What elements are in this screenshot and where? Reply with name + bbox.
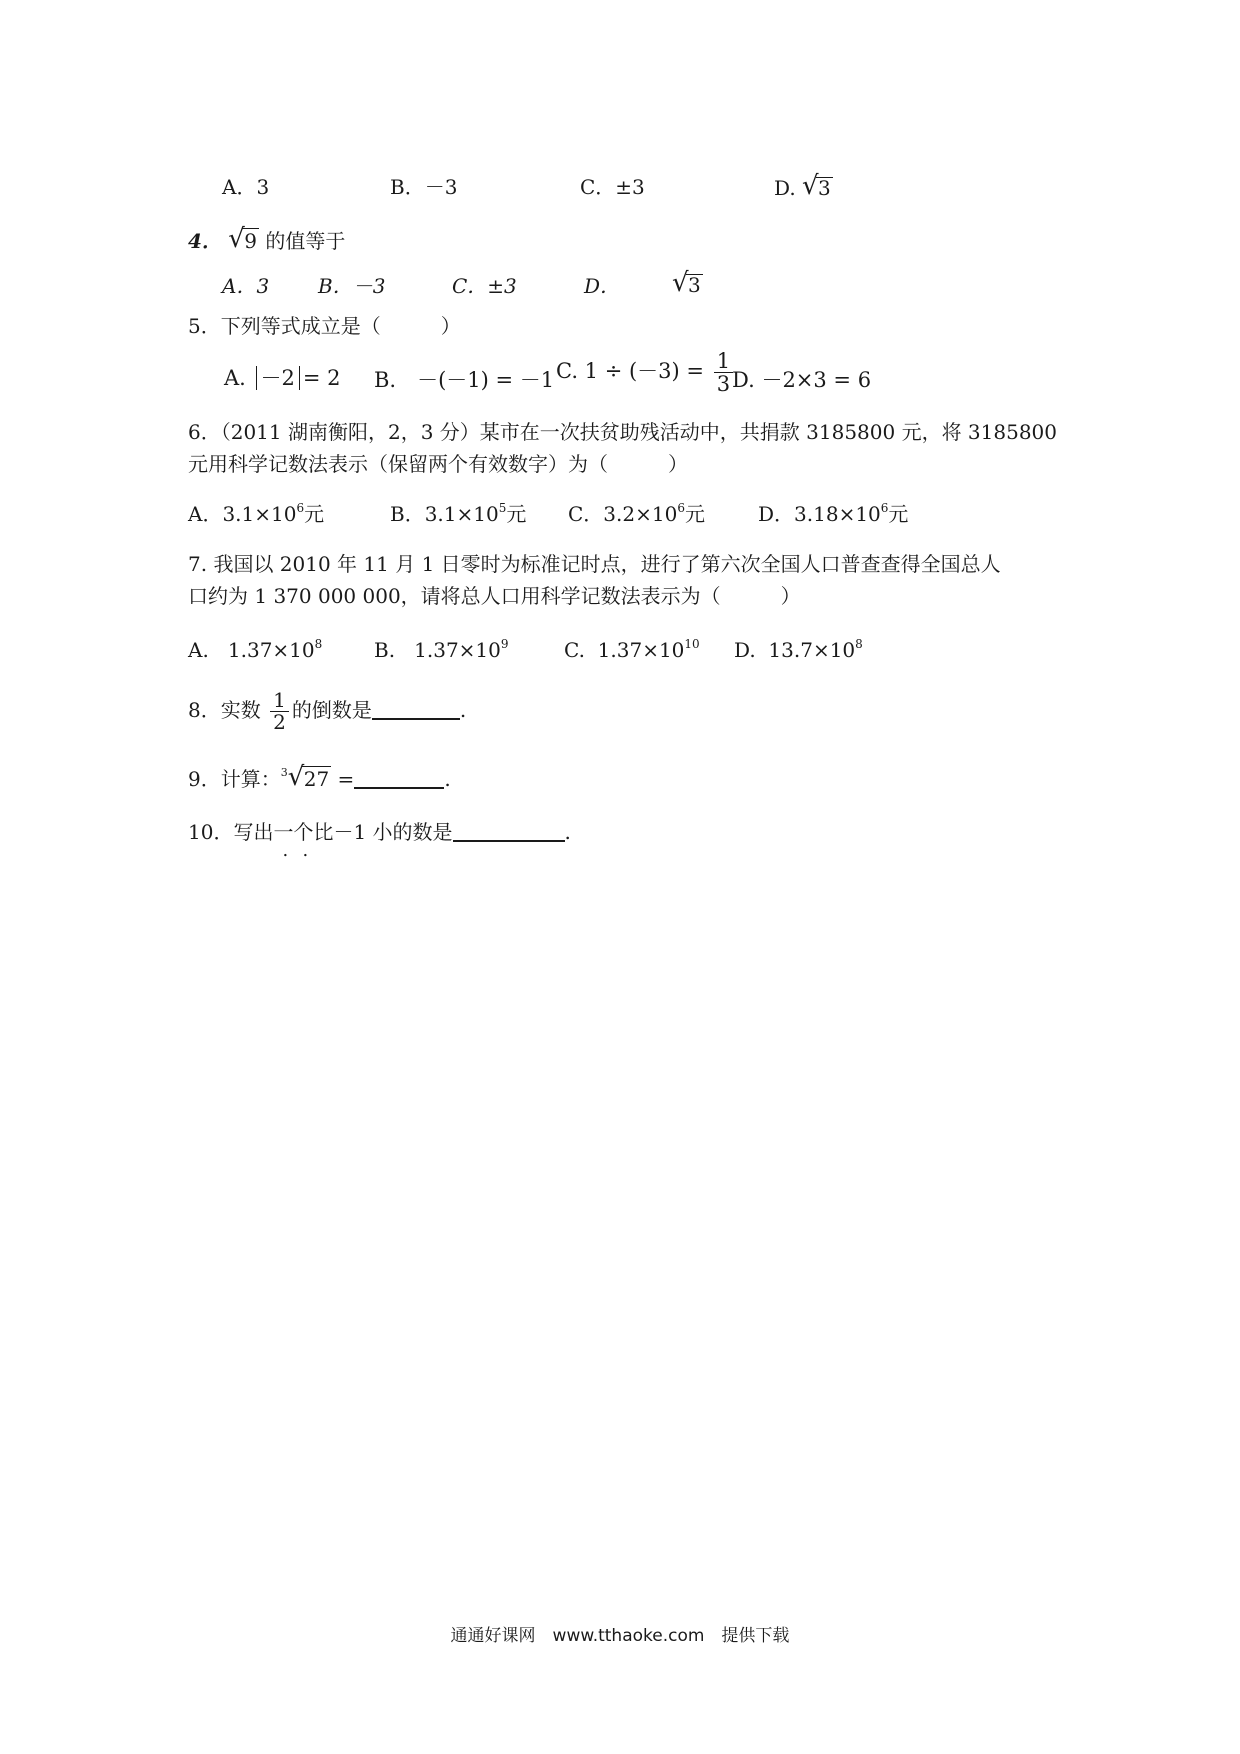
question-9: [188, 762, 451, 792]
q5-stem: [188, 314, 461, 338]
q8-fraction: [270, 690, 289, 733]
q3-option-a: A．3: [222, 175, 270, 199]
q9-equals: =: [337, 767, 355, 791]
q6-d-base: D．3.18×10: [758, 502, 881, 526]
q5-fraction: [714, 350, 733, 395]
q7-c-exponent: 10: [684, 637, 700, 651]
fraction-numerator: 1: [270, 690, 289, 712]
q9-number: 9．: [188, 767, 221, 791]
q4-text: 的值等于: [265, 229, 346, 253]
q7-option-d: [734, 637, 863, 662]
q6-option-c: [568, 501, 705, 526]
q5-option-c: [556, 350, 736, 395]
q10-emphasis-1: 一: [273, 820, 294, 844]
q8-number: 8．: [188, 698, 221, 722]
q7-b-base: 1.37×10: [414, 638, 501, 662]
q9-root-index: 3: [280, 766, 288, 779]
q10-pre-text: 写出: [233, 820, 274, 844]
q6-a-base: A．3.1×10: [188, 502, 297, 526]
q6-line-1: 6．（2011 湖南衡阳，2，3 分）某市在一次扶贫助残活动中，共捐款 3185800 元，将 3185800: [188, 420, 1058, 444]
q5-option-b: B. －(－1) = －1: [374, 368, 555, 392]
q6-a-exponent: 6: [296, 501, 305, 515]
sqrt-symbol: √ 9: [228, 224, 258, 254]
q6-c-base: C．3.2×10: [568, 502, 678, 526]
q6-b-exponent: 5: [498, 501, 507, 515]
q10-emphasis-2: 个: [293, 820, 314, 844]
q4-option-d-label: D．: [584, 274, 621, 298]
q3-option-b: B．－3: [390, 175, 458, 199]
q5-number: 5．: [188, 314, 221, 338]
q6-line-2: 元用科学记数法表示（保留两个有效数字）为（ ）: [188, 452, 688, 476]
q7-line-1: 7. 我国以 2010 年 11 月 1 日零时为标准记时点，进行了第六次全国人口普查查得全国总人: [188, 552, 1001, 576]
q7-option-a: [188, 637, 323, 662]
q4-number: 4．: [188, 229, 222, 253]
q10-post-text: 比－1 小的数是: [313, 820, 453, 844]
q6-option-d: [758, 501, 909, 526]
q6-b-unit: 元: [506, 502, 527, 526]
q5-option-a-rest: = 2: [302, 366, 341, 390]
q6-a-unit: 元: [304, 502, 325, 526]
question-8: [188, 690, 466, 733]
q9-period: .: [444, 767, 451, 791]
q7-c-base: 1.37×10: [597, 638, 685, 662]
q9-radicand: 27: [303, 767, 330, 791]
q8-period: .: [459, 698, 467, 722]
q3-option-d: [774, 171, 833, 201]
page-footer: 通通好课网 www.tthaoke.com 提供下载: [450, 1626, 790, 1646]
q6-d-exponent: 6: [880, 501, 889, 515]
q10-answer-blank[interactable]: [453, 820, 565, 842]
q4-option-c: C．±3: [452, 274, 517, 298]
q5-text: 下列等式成立是（ ）: [220, 314, 461, 338]
q4-option-b: B．－3: [318, 274, 386, 298]
sqrt-symbol: √ 3: [672, 268, 701, 298]
q7-b-exponent: 9: [500, 637, 509, 651]
q7-a-exponent: 8: [314, 637, 323, 651]
question-10: [188, 820, 571, 844]
fraction-denominator: 3: [716, 372, 731, 397]
q4-option-d: [672, 268, 703, 298]
q6-d-unit: 元: [888, 502, 909, 526]
q4-radicand: 9: [244, 229, 258, 253]
q5-option-a-label: A.: [224, 366, 246, 390]
q7-line-2: 口约为 1 370 000 000，请将总人口用科学记数法表示为（ ）: [188, 584, 801, 608]
q6-option-a: [188, 501, 325, 526]
cube-root-symbol: √ 27: [287, 762, 330, 792]
q10-number: 10．: [188, 820, 234, 844]
q7-c-label: C.: [564, 638, 585, 662]
q8-post-text: 的倒数是: [291, 698, 372, 722]
q3-d-radicand: 3: [818, 176, 831, 200]
q10-period: .: [564, 820, 571, 844]
q8-pre-text: 实数: [220, 698, 261, 722]
fraction-numerator: 1: [714, 350, 733, 373]
q7-option-c: [564, 637, 700, 662]
q9-answer-blank[interactable]: [354, 767, 444, 789]
sqrt-symbol: √ 3: [802, 171, 831, 201]
q7-d-exponent: 8: [855, 637, 863, 651]
q7-b-label: B.: [374, 638, 396, 662]
q7-a-base: 1.37×10: [227, 638, 315, 662]
q9-pre-text: 计算：: [220, 767, 281, 791]
q7-d-label: D.: [734, 638, 756, 662]
q8-answer-blank[interactable]: [372, 698, 460, 720]
q6-option-b: [390, 501, 527, 526]
q6-c-exponent: 6: [677, 501, 685, 515]
q7-option-b: [374, 637, 509, 662]
q6-b-base: B．3.1×10: [390, 502, 499, 526]
q5-options: [224, 366, 341, 391]
q3-option-d-label: D.: [774, 176, 796, 200]
q4-stem: [188, 224, 346, 254]
q3-option-c: C．±3: [580, 175, 645, 199]
q5-option-c-label: C. 1 ÷ (－3) =: [556, 359, 704, 384]
q6-c-unit: 元: [684, 502, 705, 526]
q7-a-label: A.: [188, 638, 209, 662]
q7-d-base: 13.7×10: [768, 638, 856, 662]
q5-option-d: D. －2×3 = 6: [732, 368, 872, 392]
q4-option-a: A．3: [222, 274, 270, 298]
q5-abs-value: －2: [256, 366, 300, 390]
fraction-denominator: 2: [273, 710, 286, 734]
q4-d-radicand: 3: [688, 273, 701, 297]
